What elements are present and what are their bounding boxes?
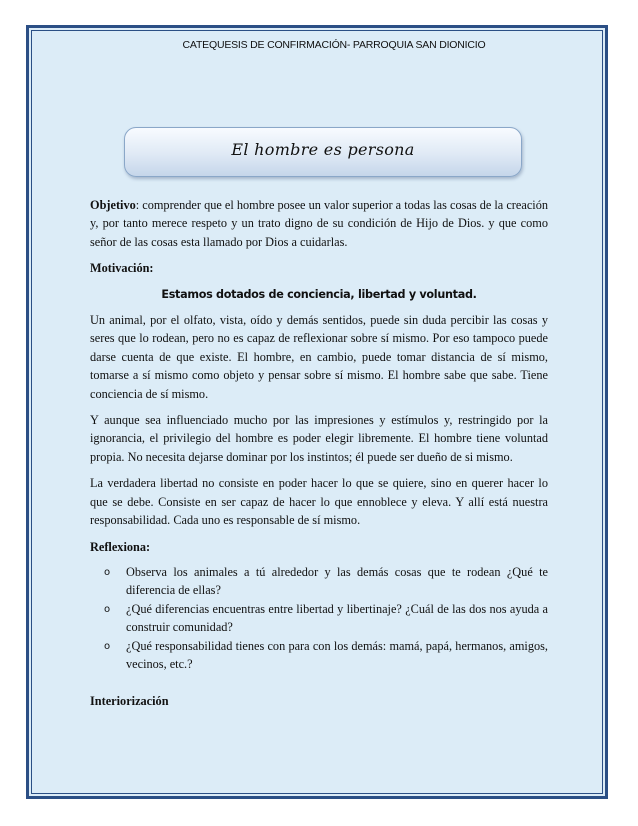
document-body bbox=[90, 196, 548, 675]
objective-label: Objetivo bbox=[90, 198, 136, 212]
page-header: CATEQUESIS DE CONFIRMACIÓN- PARROQUIA SAN DIONICIO bbox=[182, 39, 486, 51]
reflect-item-text: Observa los animales a tú alrededor y las demás cosas que te rodean ¿Qué te diferencia de ellas? bbox=[126, 564, 548, 597]
motivation-paragraph-2: Y aunque sea influenciado mucho por las impresiones y estímulos y, restringido por la ignorancia, el privilegio del hombre es poder elegir libremente. El hombre tiene voluntad propia. No necesita dejarse dominar por los instintos; él puede ser dueño de si mismo. bbox=[90, 413, 548, 464]
circle-bullet-icon: o bbox=[104, 641, 111, 653]
motivation-subtitle: Estamos dotados de conciencia, libertad y voluntad. bbox=[161, 287, 477, 301]
reflect-list bbox=[90, 564, 548, 674]
reflect-item-text: ¿Qué diferencias encuentras entre libertad y libertinaje? ¿Cuál de las dos nos ayuda a construir comunidad? bbox=[126, 602, 548, 634]
motivation-heading: Motivación: bbox=[90, 261, 154, 276]
motivation-paragraph-3: La verdadera libertad no consiste en poder hacer lo que se quiere, sino en querer hacer lo que se debe. Consiste en ser capaz de hacer lo que ennoblece y eleva. Y allí está nuestra responsabilidad. Cada uno es responsable de sí mismo. bbox=[90, 476, 548, 528]
list-item bbox=[90, 564, 548, 599]
motivation-paragraph-1: Un animal, por el olfato, vista, oído y demás sentidos, puede sin duda percibir las cosas y seres que lo rodean, pero no es capaz de reflexionar sobre sí mismo. Por eso tampoco puede darse cuenta de que existe. El hombre, en cambio, puede tomar distancia de sí mismo, tomarse a sí mismo como objeto y pensar sobre sí mismo. El hombre sabe que sabe. Tiene conciencia de sí mismo. bbox=[90, 313, 548, 401]
circle-bullet-icon: o bbox=[104, 604, 111, 616]
title-box bbox=[124, 127, 522, 177]
reflect-item-text: ¿Qué responsabilidad tienes con para con los demás: mamá, papá, hermanos, amigos, vecinos, etc.? bbox=[126, 639, 548, 671]
objective-paragraph bbox=[90, 196, 548, 251]
reflect-heading: Reflexiona: bbox=[90, 539, 151, 554]
list-item bbox=[90, 601, 548, 636]
objective-text: : comprender que el hombre posee un valor superior a todas las cosas de la creación y, por tanto merece respeto y un trato digno de su condición de Hijo de Dios. y que como señor de las cosas esta llamado por Dios a cuidarlas. bbox=[90, 198, 548, 249]
list-item bbox=[90, 638, 548, 673]
interior-heading: Interiorización bbox=[90, 694, 169, 708]
circle-bullet-icon: o bbox=[104, 566, 111, 578]
page-title: El hombre es persona bbox=[231, 140, 415, 159]
